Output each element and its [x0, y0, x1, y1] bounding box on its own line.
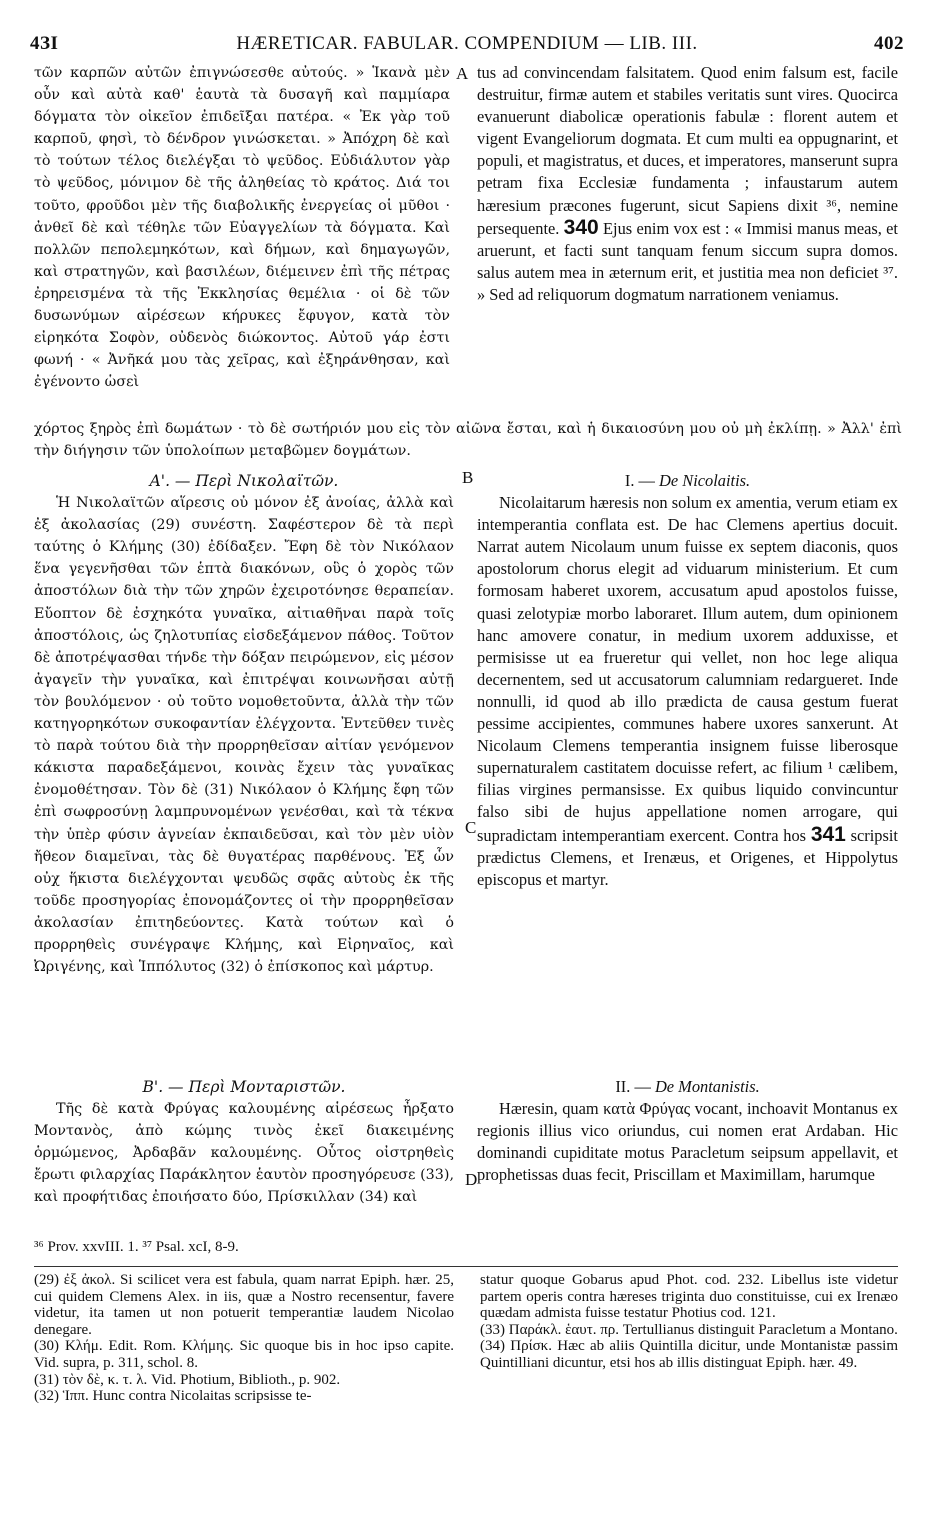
column-number-341: 341 — [810, 822, 846, 846]
margin-marker-c: C — [465, 818, 477, 837]
notes-right-column — [480, 1272, 898, 1372]
greek-paragraph: Ἡ Νικολαϊτῶν αἵρεσις οὐ μόνον ἐξ ἀνοίας, ἀλλὰ καὶ ἐξ ἀκολασίας (29) συνέστη. Σαφέστερον δὲ τὰ περὶ ταύτης ὁ Κλήμης (30) ἐδίδαξεν. Ἔφη δὲ τὸν Νικόλαον ἕνα γεγενῆσθαι τῶν ἑπτὰ διακόνων, οὓς ὁ χορὸς τῶν ἀποστόλων διὰ τὴν τῶν χηρῶν ἐχειροτόνησε θεραπείαν. Εὔοπτον δὲ ἐσχηκότα γυναῖκα, αἰτιαθῆναι παρὰ τοῖς ἀποστόλοις, ὡς ζηλοτυπίας εἰσδεξάμενον πάθος. Τοῦτον δὲ ἀποτρέψασθαι τήνδε τὴν δόξαν πειρώμενον, εἰς μέσον ἀγαγεῖν τὴν γυναῖκα, καὶ ἐπιτρέψαι κοινωνῆσαι αὐτῇ τὸν βουλόμενον · οὐ τοῦτο νομοθετοῦντα, ἀλλὰ τὴν τῶν κατηγορηκότων συκοφαντίαν ἐλέγχοντα. Ἐντεῦθεν τινὲς τὸ παρὰ τούτου διὰ τὴν προρρηθεῖσαν αἰτίαν γενόμενον κάκιστα παραδεξάμενοι, κοινὰς ἔχειν τὰς γυναῖκας ἐνομοθέτησαν. Τὸν δὲ (31) Νικόλαον ὁ Κλήμης ἔφη τῶν ἐπὶ σωφροσύνῃ λαμπρυνομένων γενέσθαι, καὶ τὰ τέκνα τὴν ὑπὲρ φύσιν ἁγνείαν ἐκπαιδεῦσαι, καὶ τὸν μὲν υἱὸν ἤθεον διαμεῖναι, τὰς δὲ θυγατέρας παρθένους. Ἐξ ὧν οὐχ ἥκιστα διελέγχονται ψευδῶς σφᾶς αὐτοὺς ἐκ τῆς τοῦδε προσηγορίας ἐπονομάζοντες οἱ τὴν προρρηθεῖσαν ἀκολασίαν ἐπιτηδεύοντες. Κατὰ τούτων καὶ ὁ προρρηθεὶς συνέγραψε Κλήμης, καὶ Εἰρηναῖος, καὶ Ὠριγένης, καὶ Ἱππόλυτος (32) ὁ ἐπίσκοπος καὶ μάρτυρ. — [34, 495, 454, 976]
note: (33) Παράκλ. ἑαυτ. πρ. Tertullianus distinguit Paracletum a Montano. — [480, 1321, 898, 1338]
latin-paragraph: Nicolaitarum hæresis non solum ex amentia, verum etiam ex intemperantia conflata est. De hac Clemens apertius docuit. Narrat autem Nicolaum unum fuisse ex septem diaconis, quos apostolorum chorus elegit ad viduarum ministerium. Et cum formosam haberet uxorem, accusatum apud apostolos fuisse, quasi zelotypiæ morbo laboraret. Illum autem, dum opinionem hanc amovere conatur, in medium uxorem adduxisse, et permisisse ut ea frueretur qui vellet, non hoc lege aliqua decernentem, sed ut accusatorum calumniam redargueret. Inde nonnulli, id quod ab illo prædicta de causa gestum fuerat pessime accipientes, communes habere uxores sanxerunt. At Nicolaum Clemens temperantia insignem fuisse liberosque supernaturalem castitatem docuisse refert, ac filium ¹ cælibem, filias virgines permansisse. Ex quibus liquido convincuntur falso sibi de hujus appellatione nomen arrogare, qui supradictam intemperantiam exercent. Contra hos 341 scripsit prædictus Clemens, et Irenæus, et Origenes, et Hippolytus episcopus et martyr. — [477, 493, 898, 889]
note: (30) Κλήμ. Edit. Rom. Κλήμης. Sic quoque bis in hoc ipso capite. Vid. supra, p. 311, schol. 8. — [34, 1338, 454, 1371]
page-number-left: 4ЗI — [30, 33, 59, 54]
section-title-greek-1: Α'. — Περὶ Νικολαϊτῶν. — [149, 472, 339, 490]
greek-column-sec1 — [34, 470, 454, 1072]
note: (32) Ἱππ. Hunc contra Nicolaitas scripsisse te- — [34, 1388, 312, 1405]
latin-column-top — [477, 62, 898, 396]
page-number-right: 402 — [874, 33, 904, 54]
margin-marker-b: B — [462, 468, 474, 487]
greek-paragraph: Τῆς δὲ κατὰ Φρύγας καλουμένης αἱρέσεως ἦρξατο Μοντανὸς, ἀπὸ κώμης τινὸς ἐκεῖ διακειμένης ὁρμώμενος, Ἀρδαβᾶν καλουμένης. Οὗτος οἰστρηθεὶς ἔρωτι φιλαρχίας Παράκλητον ἑαυτὸν προσηγόρευσε (33), καὶ προφήτιδας ἐποιήσατο δύο, Πρίσκιλλαν (34) καὶ — [34, 1101, 454, 1206]
footnote-rule — [34, 1266, 898, 1267]
note: statur quoque Gobarus apud Phot. cod. 232. Libellus iste videtur partem operis contra hæreses triginta duo constituisse, cui ex Irenæo quædam admista fuisse testatur Photius cod. 121. — [480, 1272, 898, 1322]
note: (31) τὸν δὲ, κ. τ. λ. Vid. Photium, Biblioth., p. 902. — [34, 1371, 341, 1388]
scripture-references: ³⁶ Prov. xxvIII. 1. ³⁷ Psal. xcI, 8-9. — [34, 1239, 239, 1255]
running-title: HÆRETICAR. FABULAR. COMPENDIUM — LIB. III. — [236, 33, 698, 54]
running-header — [30, 33, 904, 57]
section-title-latin-1: I. — De Nicolaitis. — [624, 471, 751, 490]
note: (34) Πρίσκ. Hæc ab aliis Quintilla dicitur, unde Montanistæ passim Quintilliani dicuntur, etsi hos ab illis distinguat Epiph. hær. 49. — [480, 1338, 898, 1371]
margin-marker-d: D — [465, 1170, 478, 1189]
margin-marker-a: A — [456, 64, 469, 83]
latin-column-sec2 — [477, 1076, 898, 1226]
greek-full-width-line: χόρτος ξηρὸς ἐπὶ δωμάτων · τὸ δὲ σωτήριόν μου εἰς τὸν αἰῶνα ἔσται, καὶ ἡ δικαιοσύνη μου οὐ μὴ ἐκλίπῃ. » Ἀλλ' ἐπὶ τὴν διήγησιν τῶν ὑπολοίπων μεταβῶμεν δογμάτων. — [34, 421, 902, 459]
section-title-greek-2: Β'. — Περὶ Μονταριστῶν. — [142, 1078, 346, 1096]
column-number-340: 340 — [563, 215, 599, 239]
notes-left-column — [34, 1272, 454, 1405]
greek-column-sec2 — [34, 1076, 454, 1226]
greek-column-top — [34, 62, 450, 418]
note: (29) ἐξ ἀκολ. Si scilicet vera est fabula, quam narrat Epiph. hær. 25, cui quidem Clemens Alex. in iis, quæ a Nostro recensentur, favere videtur, ita tamen ut non potuerit temperantiæ laudem Nicolao denegare. — [34, 1272, 454, 1338]
greek-paragraph: τῶν καρπῶν αὐτῶν ἐπιγνώσεσθε αὐτούς. » Ἱκανὰ μὲν οὖν καὶ αὐτὰ καθ' ἑαυτὰ τὰ δυσαγῆ καὶ παμμίαρα δόγματα τὸν οἰκεῖον ἐπιδεῖξαι πατέρα. « Ἐκ γὰρ τοῦ καρποῦ, φησὶ, τὸ δένδρον γινώσκεται. » Ἀπόχρη δὲ καὶ τὸ τούτων τέλος διελέγξαι τὸ ψεῦδος. Εὐδιάλυτον γὰρ τὸ ψεῦδος, μόνιμον δὲ τῆς ἀληθείας τὸ κράτος. Διά τοι τοῦτο, φροῦδοι μὲν τῆς διαβολικῆς ἐνεργείας οἱ μῦθοι · ἀνθεῖ δὲ καὶ τέθηλε τῶν Εὐαγγελίων τὰ δόγματα. Καὶ πολλῶν πεπολεμηκότων, καὶ δήμων, καὶ δημαγωγῶν, καὶ στρατηγῶν, καὶ βασιλέων, διέμεινεν ἐπὶ τῆς πέτρας ἐρηρεισμένα τὰ τῆς Ἐκκλησίας θεμέλια · οἱ δὲ τῶν δυσωνύμων αἱρέσεων κήρυκες ἔφυγον, κατὰ τὸν εἰρηκότα Σοφὸν, οὐδενὸς διώκοντος. Αὐτοῦ γάρ ἐστι φωνή · « Ἀνῆκά μου τὰς χεῖρας, καὶ ἐξηράνθησαν, καὶ ἐγένοντο ὡσεὶ — [34, 65, 450, 391]
section-title-latin-2: II. — De Montanistis. — [615, 1077, 760, 1096]
latin-column-sec1 — [477, 470, 898, 889]
latin-paragraph: Hæresin, quam κατὰ Φρύγας vocant, inchoavit Montanus ex regionis illius vico oriundus, cui nomen erat Ardaban. Hic dominandi cupiditate motus Paracletum seipsum appellavit, et prophetissas duas fecit, Priscillam et Maximillam, harumque — [477, 1099, 898, 1185]
latin-paragraph: tus ad convincendam falsitatem. Quod enim falsum est, facile destruitur, firmæ autem et stabiles veritatis sunt vires. Quocirca evanuerunt diabolicæ operationis fabulæ : florent autem et vigent Evangeliorum dogmata. Et cum multi ea oppugnarint, et populi, et magistratus, et duces, et imperatores, manserunt supra petram fixa Ecclesiæ fundamenta ; infaustarum autem hæresium præcones fugerunt, sicut Sapiens dixit ³⁶, nemine persequente. 340 Ejus enim vox est : « Immisi manus meas, et aruerunt, et facti sunt tanquam fenum siccum supra domos. salus autem mea in æternum erit, et justitia mea non deficiet ³⁷. » Sed ad reliquorum dogmatum narrationem veniamus. — [477, 63, 898, 304]
